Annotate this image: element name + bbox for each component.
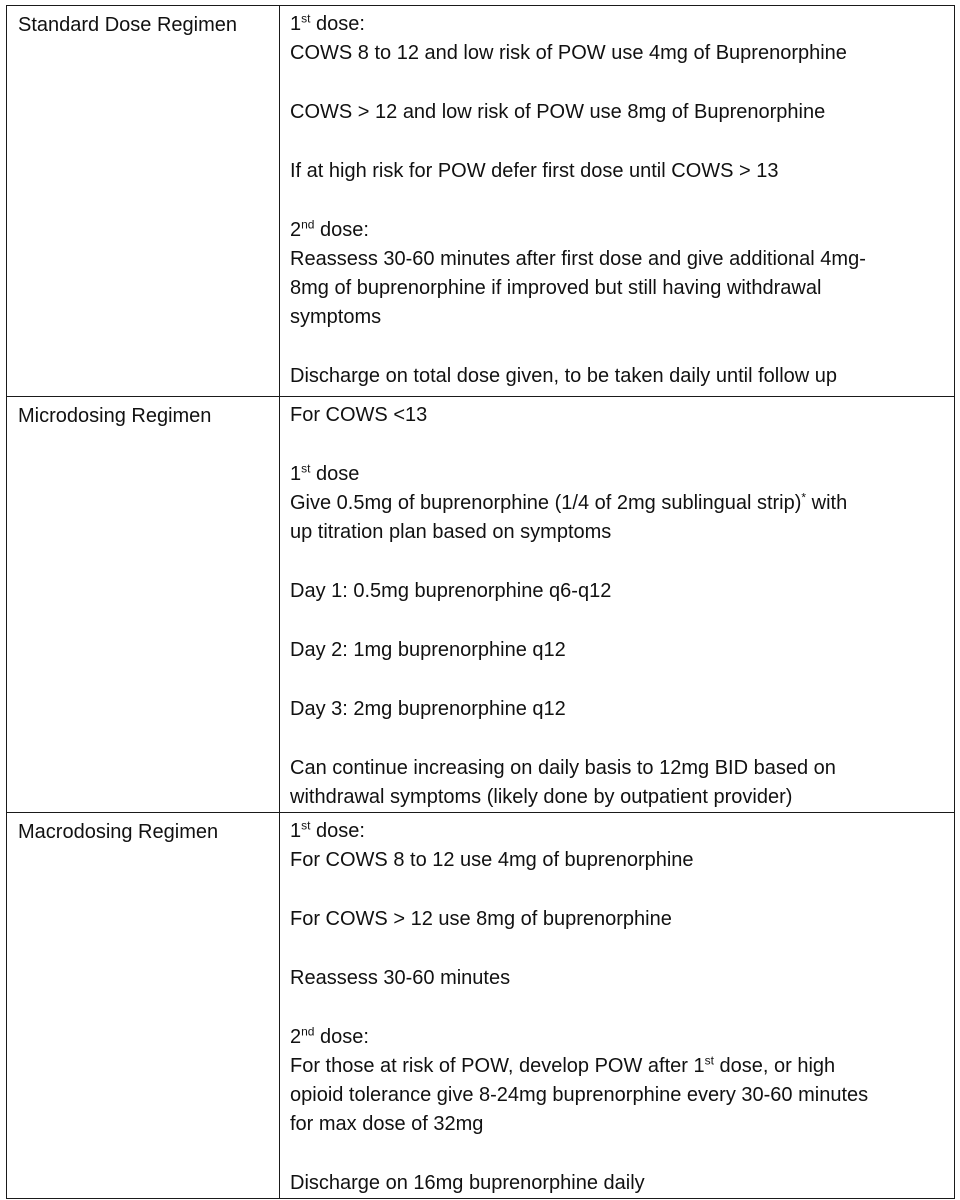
text-line — [290, 783, 946, 812]
content-paragraph — [290, 157, 946, 186]
text-segment: 2 — [290, 219, 302, 241]
text-segment: For COWS > 12 use 8mg of buprenorphine — [290, 908, 672, 930]
table-row-microdosing — [7, 397, 955, 813]
text-line — [290, 157, 946, 186]
text-segment: dose: — [310, 13, 365, 35]
text-line — [290, 518, 946, 547]
superscript-text: st — [301, 11, 311, 26]
text-line — [290, 39, 946, 68]
regimen-content — [280, 813, 955, 1199]
content-paragraph — [290, 362, 946, 391]
content-paragraph — [290, 817, 946, 875]
text-segment: COWS > 12 and low risk of POW use 8mg of Buprenorphine — [290, 101, 826, 123]
text-line — [290, 216, 946, 245]
text-line — [290, 10, 946, 39]
content-paragraph — [290, 905, 946, 934]
text-segment: dose — [310, 463, 360, 485]
content-paragraph — [290, 754, 946, 812]
content-paragraph — [290, 401, 946, 430]
table-row-standard-dose — [7, 6, 955, 397]
text-segment: Discharge on total dose given, to be taken daily until follow up — [290, 365, 838, 387]
content-paragraph — [290, 1169, 946, 1198]
text-line — [290, 817, 946, 846]
superscript-text: st — [301, 461, 311, 476]
text-segment: Day 1: 0.5mg buprenorphine q6-q12 — [290, 580, 612, 602]
text-segment: Discharge on 16mg buprenorphine daily — [290, 1172, 645, 1194]
text-segment: 1 — [290, 820, 302, 842]
text-segment: Can continue increasing on daily basis to 12mg BID based on — [290, 757, 836, 779]
content-paragraph — [290, 636, 946, 665]
text-line — [290, 98, 946, 127]
content-paragraph — [290, 964, 946, 993]
superscript-text: st — [704, 1053, 714, 1068]
text-line — [290, 303, 946, 332]
text-line — [290, 460, 946, 489]
regimen-content — [280, 397, 955, 813]
text-segment: Day 2: 1mg buprenorphine q12 — [290, 639, 566, 661]
text-line — [290, 362, 946, 391]
text-segment: For COWS <13 — [290, 404, 428, 426]
text-segment: If at high risk for POW defer first dose until COWS > 13 — [290, 160, 779, 182]
text-segment: symptoms — [290, 306, 382, 328]
text-segment: Reassess 30-60 minutes — [290, 967, 511, 989]
text-segment: Reassess 30-60 minutes after first dose and give additional 4mg- — [290, 248, 866, 270]
content-paragraph — [290, 98, 946, 127]
regimen-label: Microdosing Regimen — [7, 397, 280, 813]
content-paragraph — [290, 1023, 946, 1139]
content-paragraph — [290, 216, 946, 332]
text-line — [290, 964, 946, 993]
text-line — [290, 577, 946, 606]
text-segment: 2 — [290, 1026, 302, 1048]
text-line — [290, 695, 946, 724]
text-segment: dose: — [314, 1026, 369, 1048]
regimen-label: Macrodosing Regimen — [7, 813, 280, 1199]
text-segment: 1 — [290, 13, 302, 35]
content-paragraph — [290, 460, 946, 547]
text-line — [290, 905, 946, 934]
text-segment: COWS 8 to 12 and low risk of POW use 4mg of Buprenorphine — [290, 42, 847, 64]
text-segment: opioid tolerance give 8-24mg buprenorphine every 30-60 minutes — [290, 1084, 869, 1106]
content-paragraph — [290, 577, 946, 606]
text-line — [290, 636, 946, 665]
regimen-table — [6, 5, 955, 1199]
content-paragraph — [290, 695, 946, 724]
text-segment: Give 0.5mg of buprenorphine (1/4 of 2mg sublingual strip) — [290, 492, 802, 514]
text-line — [290, 401, 946, 430]
text-segment: Day 3: 2mg buprenorphine q12 — [290, 698, 566, 720]
text-line — [290, 1169, 946, 1198]
text-segment: For those at risk of POW, develop POW after 1 — [290, 1055, 705, 1077]
text-line — [290, 1110, 946, 1139]
text-line — [290, 274, 946, 303]
superscript-text: nd — [301, 1024, 315, 1039]
text-line — [290, 1023, 946, 1052]
text-segment: For COWS 8 to 12 use 4mg of buprenorphine — [290, 849, 694, 871]
superscript-text: * — [801, 490, 807, 505]
text-segment: 8mg of buprenorphine if improved but still having withdrawal — [290, 277, 822, 299]
text-segment: for max dose of 32mg — [290, 1113, 484, 1135]
text-segment: dose, or high — [713, 1055, 836, 1077]
text-line — [290, 754, 946, 783]
text-segment: dose: — [310, 820, 365, 842]
text-line — [290, 245, 946, 274]
superscript-text: st — [301, 818, 311, 833]
text-segment: 1 — [290, 463, 302, 485]
text-segment: with — [806, 492, 848, 514]
text-line — [290, 846, 946, 875]
text-segment: dose: — [314, 219, 369, 241]
table-row-macrodosing — [7, 813, 955, 1199]
text-line — [290, 1052, 946, 1081]
text-segment: up titration plan based on symptoms — [290, 521, 612, 543]
superscript-text: nd — [301, 217, 315, 232]
content-paragraph — [290, 10, 946, 68]
text-segment: withdrawal symptoms (likely done by outpatient provider) — [290, 786, 793, 808]
regimen-content — [280, 6, 955, 397]
regimen-label: Standard Dose Regimen — [7, 6, 280, 397]
text-line — [290, 489, 946, 518]
text-line — [290, 1081, 946, 1110]
